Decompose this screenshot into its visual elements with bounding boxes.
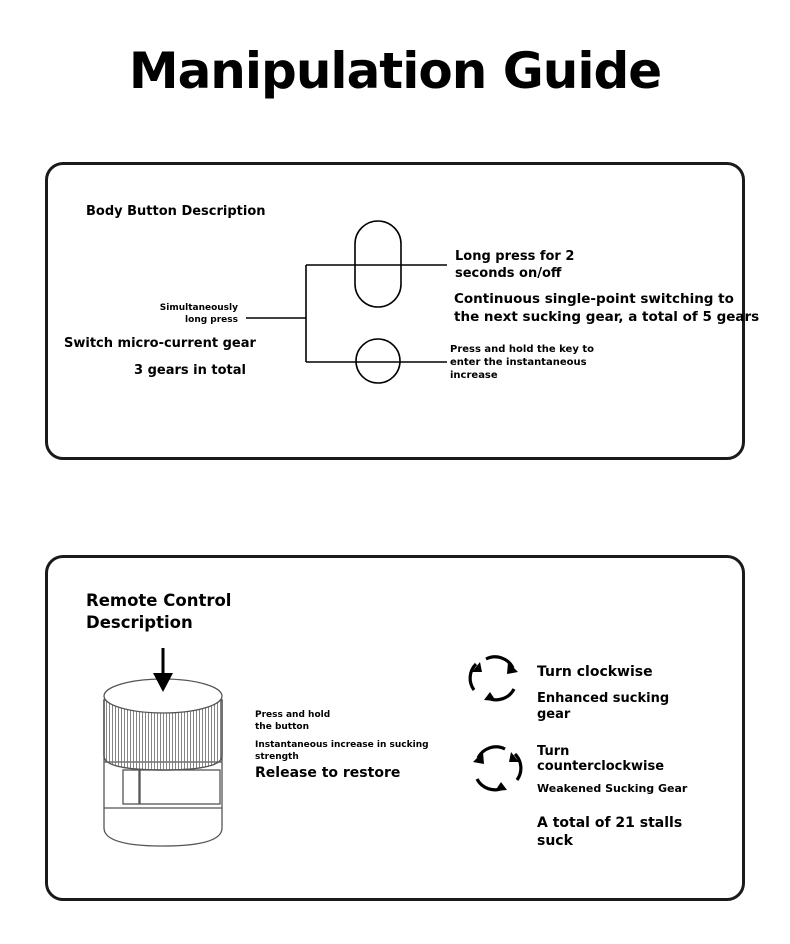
remote-section-heading: Remote Control Description: [86, 591, 232, 632]
switch-gear-label: Switch micro-current gear: [64, 336, 256, 351]
rotate-counterclockwise-icon: [477, 747, 521, 790]
clockwise-title: Turn clockwise: [537, 664, 653, 680]
total-stalls-label: A total of 21 stalls suck: [537, 815, 683, 849]
top-switch-desc: Continuous single-point switching to the next sucking gear, a total of 5 gears: [454, 291, 760, 325]
counterclockwise-desc: Weakened Sucking Gear: [537, 782, 688, 795]
rotate-clockwise-icon: [470, 657, 514, 700]
page-title: Manipulation Guide: [128, 42, 662, 100]
release-label: Release to restore: [255, 765, 401, 781]
counterclockwise-title: Turn counterclockwise: [537, 744, 665, 774]
gears-total-label: 3 gears in total: [134, 363, 246, 378]
clockwise-desc: Enhanced sucking gear: [537, 691, 670, 722]
press-hold-label: Press and hold the button: [255, 710, 331, 732]
body-section-heading: Body Button Description: [86, 204, 266, 219]
bottom-button-desc: Press and hold the key to enter the instantaneous increase: [450, 344, 594, 381]
top-button-desc: Long press for 2 seconds on/off: [455, 249, 575, 281]
instant-increase-label: Instantaneous increase in sucking strength: [255, 740, 429, 762]
simultaneous-label: Simultaneously long press: [159, 303, 238, 325]
